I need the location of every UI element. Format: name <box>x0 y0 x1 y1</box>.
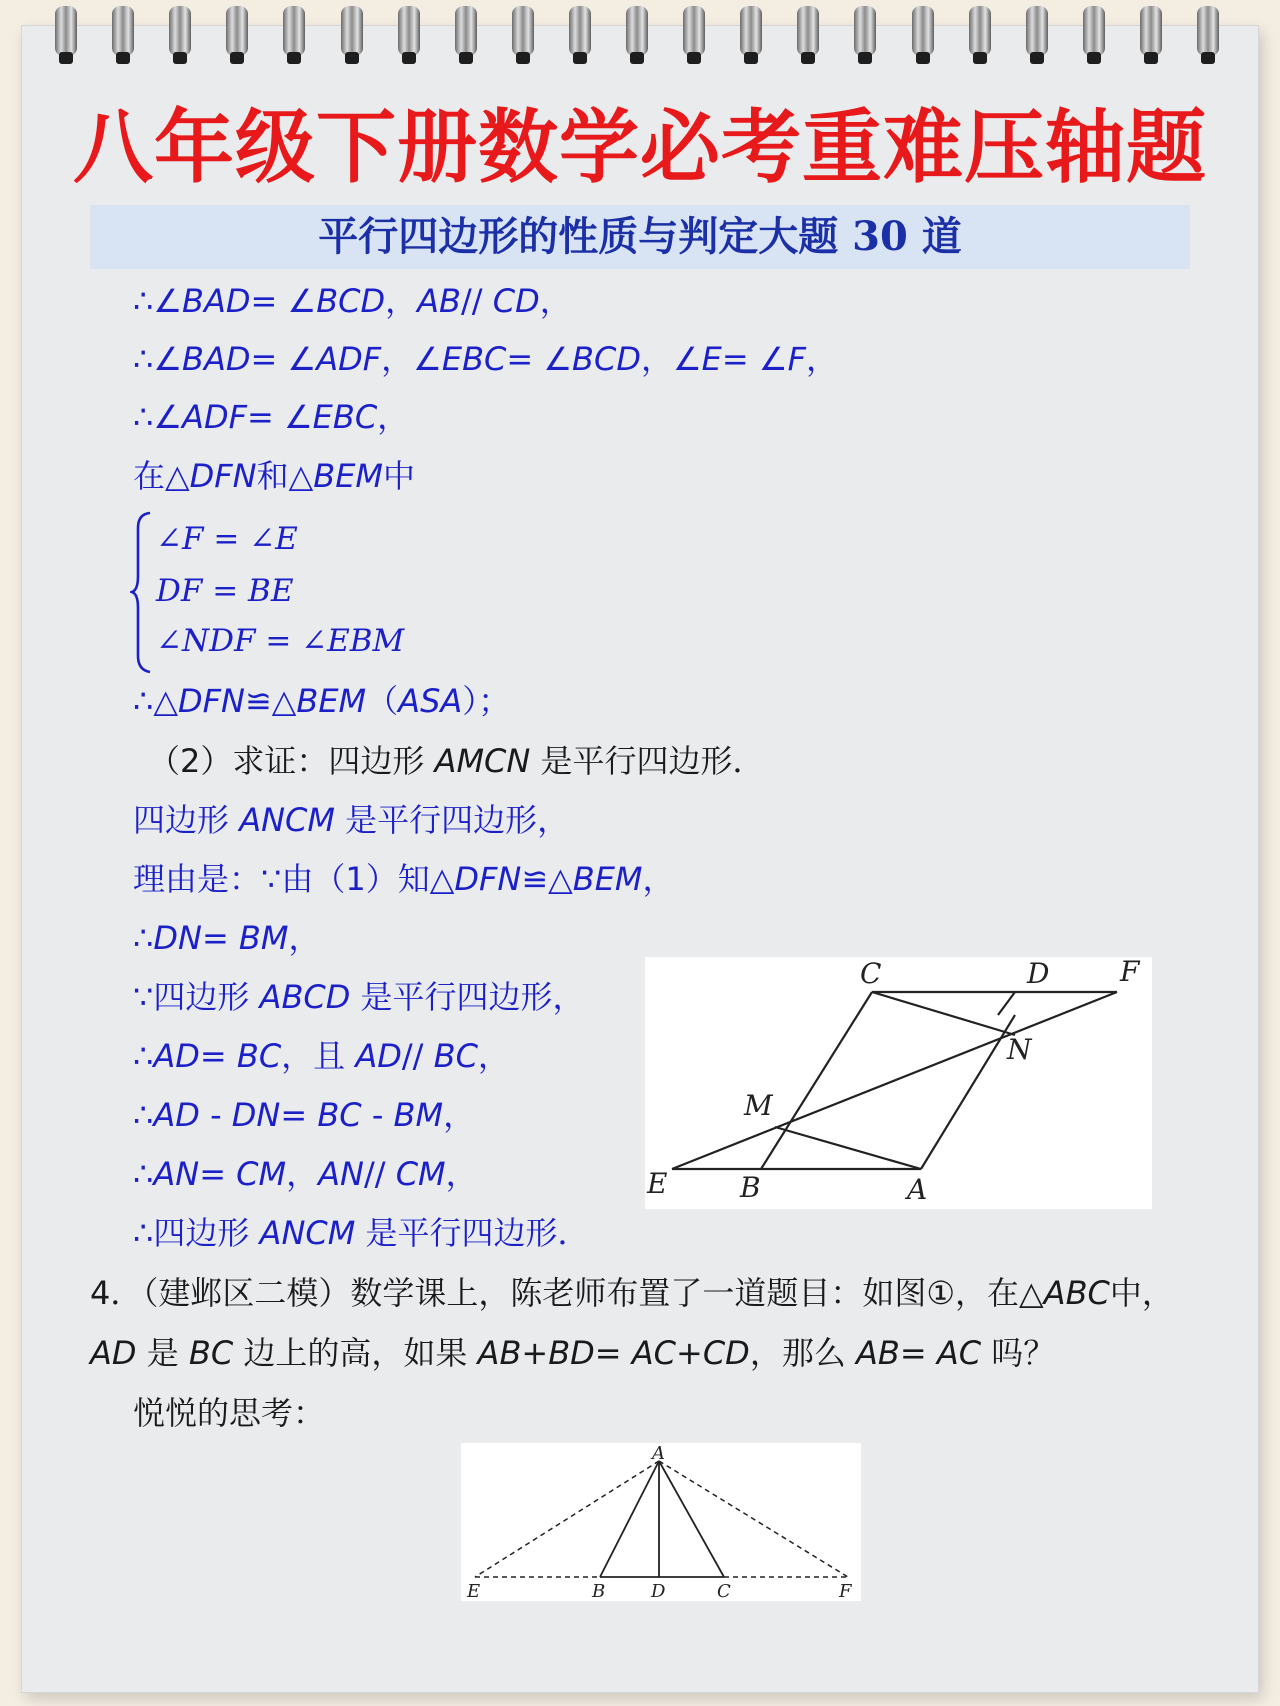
text-segment: EBC <box>312 398 378 436</box>
text-segment: BAD <box>182 340 251 378</box>
text-segment: ABC <box>1043 1274 1110 1312</box>
text-segment: 四边形 <box>133 801 240 839</box>
text-segment: 中 <box>383 457 416 495</box>
text-segment: 理由是：∵由（1）知△ <box>133 860 455 898</box>
text-segment: E <box>701 340 722 378</box>
text-segment: 边上的高，如果 <box>233 1334 478 1372</box>
text-segment: ， <box>642 860 675 898</box>
text-segment: BCD <box>316 282 386 320</box>
text-segment: // <box>363 1155 396 1193</box>
text-segment: AD <box>153 1096 200 1134</box>
text-segment: // <box>461 282 493 320</box>
text-segment: // <box>401 1037 434 1075</box>
text-line <box>133 397 409 437</box>
binding-ring <box>169 6 191 62</box>
text-segment: ）； <box>462 682 511 720</box>
text-segment: ASA <box>398 682 463 720</box>
text-segment: ∴∠ <box>133 340 183 378</box>
point-label-E: E <box>467 1581 481 1601</box>
text-line <box>133 800 569 840</box>
parallelogram-diagram <box>645 957 1152 1209</box>
text-segment: AC <box>936 1334 982 1372</box>
text-segment: 和△ <box>256 457 314 495</box>
binding-ring <box>112 6 134 62</box>
text-segment: CM <box>395 1155 446 1193</box>
text-segment: AN <box>153 1155 200 1193</box>
text-line <box>133 1036 510 1076</box>
text-line <box>133 859 675 899</box>
binding-ring <box>969 6 991 62</box>
text-segment: = <box>201 919 239 957</box>
text-segment: ，∠ <box>640 340 702 378</box>
text-segment: CD <box>702 1334 750 1372</box>
text-segment: BC <box>236 1037 282 1075</box>
text-segment: ， <box>385 282 418 320</box>
text-segment: = <box>199 1037 237 1075</box>
text-line <box>133 1095 475 1135</box>
binding-ring <box>740 6 762 62</box>
text-segment: = ∠ <box>250 340 317 378</box>
point-label-C: C <box>717 1581 731 1601</box>
text-segment: = <box>199 1155 237 1193</box>
text-line <box>133 681 510 721</box>
binding-ring <box>1140 6 1162 62</box>
text-line <box>133 339 838 379</box>
text-segment: = ∠ <box>721 340 788 378</box>
left-brace <box>130 510 154 675</box>
text-segment: + <box>521 1334 549 1372</box>
binding-ring <box>455 6 477 62</box>
text-line <box>90 1273 1174 1313</box>
page-title: 八年级下册数学必考重难压轴题 <box>73 101 1207 194</box>
text-segment: AC <box>631 1334 677 1372</box>
point-label-C: C <box>860 957 882 990</box>
text-segment: ，∠ <box>381 340 442 378</box>
text-segment: ，那么 <box>749 1334 856 1372</box>
text-segment: EBC <box>441 340 507 378</box>
point-label-B: B <box>592 1581 606 1601</box>
text-line <box>133 1393 325 1433</box>
text-segment: 中， <box>1109 1274 1174 1312</box>
text-segment: AB <box>477 1334 522 1372</box>
text-segment: DFN <box>189 457 257 495</box>
text-segment: ， <box>288 919 321 957</box>
text-line <box>133 281 572 321</box>
text-segment: ∴四边形 <box>133 1214 260 1252</box>
text-segment: = <box>594 1334 632 1372</box>
text-segment: = ∠ <box>246 398 313 436</box>
binding-ring <box>626 6 648 62</box>
binding-ring <box>283 6 305 62</box>
equation-system <box>130 510 430 675</box>
binding-ring <box>683 6 705 62</box>
text-segment: ， <box>539 282 572 320</box>
text-segment: BEM <box>572 860 643 898</box>
text-segment: ADF <box>182 398 247 436</box>
text-segment: ∵四边形 <box>133 978 260 1016</box>
binding-ring <box>55 6 77 62</box>
text-line <box>133 456 415 496</box>
page-subtitle: 平行四边形的性质与判定大题 30 道 <box>318 213 962 260</box>
text-segment: BAD <box>182 282 251 320</box>
text-segment: - <box>199 1096 232 1134</box>
text-segment: ∴ <box>133 919 154 957</box>
text-segment: AN <box>318 1155 364 1193</box>
binding-ring <box>1083 6 1105 62</box>
point-label-M: M <box>744 1089 773 1122</box>
point-label-A: A <box>907 1173 928 1206</box>
point-label-D: D <box>651 1581 666 1601</box>
text-segment: 悦悦的思考： <box>133 1394 326 1432</box>
text-segment: AB <box>856 1334 900 1372</box>
parallelogram-figure <box>645 957 1152 1209</box>
text-line <box>90 1333 1055 1373</box>
text-segment: BEM <box>296 682 367 720</box>
text-segment: DFN <box>454 860 522 898</box>
text-segment: BM <box>393 1096 444 1134</box>
text-segment: DFN <box>177 682 245 720</box>
text-segment: CM <box>236 1155 287 1193</box>
text-line <box>133 977 585 1017</box>
text-segment: ∴∠ <box>133 282 183 320</box>
text-segment: CD <box>492 282 540 320</box>
binding-ring <box>1197 6 1219 62</box>
text-segment: ， <box>443 1096 476 1134</box>
text-segment: AD <box>355 1037 402 1075</box>
text-line <box>148 741 765 781</box>
binding-ring <box>226 6 248 62</box>
text-line <box>133 1213 590 1253</box>
text-segment: 是平行四边形． <box>355 1214 590 1252</box>
point-label-F: F <box>839 1581 852 1601</box>
system-row: DF = BE <box>156 573 294 609</box>
triangle-figure <box>461 1443 861 1601</box>
text-segment: 吗？ <box>981 1334 1056 1372</box>
text-segment: BD <box>548 1334 595 1372</box>
point-label-F: F <box>1120 957 1140 988</box>
point-label-E: E <box>647 1167 668 1200</box>
point-label-D: D <box>1027 957 1050 990</box>
text-segment: （2）求证：四边形 <box>148 742 435 780</box>
text-segment: = <box>899 1334 937 1372</box>
text-segment: ANCM <box>259 1214 356 1252</box>
text-segment: ≌△ <box>244 682 297 720</box>
point-label-B: B <box>740 1171 761 1204</box>
text-segment: ， <box>445 1155 478 1193</box>
text-segment: 是平行四边形． <box>530 742 765 780</box>
text-segment: BM <box>238 919 289 957</box>
text-segment: ，且 <box>281 1037 356 1075</box>
text-line <box>133 1154 478 1194</box>
text-segment: BC <box>188 1334 234 1372</box>
text-segment: DN <box>153 919 202 957</box>
point-label-N: N <box>1007 1033 1032 1066</box>
text-segment: AB <box>417 282 461 320</box>
binding-ring <box>1026 6 1048 62</box>
text-segment: 是 <box>136 1334 189 1372</box>
text-segment: ∴ <box>133 1155 154 1193</box>
text-segment: ADF <box>316 340 382 378</box>
text-segment: ∴∠ <box>133 398 183 436</box>
binding-ring <box>797 6 819 62</box>
text-segment: 是平行四边形， <box>334 801 570 839</box>
text-segment: BCD <box>572 340 641 378</box>
triangle-diagram <box>461 1443 861 1601</box>
text-segment: （ <box>366 682 399 720</box>
text-segment: BEM <box>313 457 384 495</box>
binding-ring <box>854 6 876 62</box>
text-segment: 在△ <box>133 457 190 495</box>
binding-ring <box>569 6 591 62</box>
text-segment: ABCD <box>259 978 351 1016</box>
text-segment: AD <box>153 1037 200 1075</box>
text-segment: F <box>787 340 806 378</box>
text-segment: ANCM <box>239 801 335 839</box>
text-segment: BC <box>433 1037 478 1075</box>
point-label-A: A <box>652 1443 665 1464</box>
text-segment: BC <box>317 1096 362 1134</box>
text-segment: - <box>361 1096 394 1134</box>
text-segment: 4．（建邺区二模）数学课上，陈老师布置了一道题目：如图①，在△ <box>90 1274 1044 1312</box>
text-segment: ， <box>477 1037 510 1075</box>
text-segment: = <box>280 1096 318 1134</box>
text-segment: AD <box>90 1334 137 1372</box>
text-segment: ≌△ <box>521 860 573 898</box>
text-segment: ∴ <box>133 1037 154 1075</box>
text-segment: DN <box>231 1096 281 1134</box>
text-segment: ∴△ <box>133 682 178 720</box>
text-segment: ， <box>286 1155 319 1193</box>
text-line <box>133 918 321 958</box>
system-row: ∠NDF = ∠EBM <box>156 623 405 659</box>
text-segment: ∴ <box>133 1096 154 1134</box>
system-row: ∠F = ∠E <box>156 521 298 557</box>
binding-ring <box>398 6 420 62</box>
text-segment: ， <box>377 398 410 436</box>
text-segment: = ∠ <box>250 282 317 320</box>
text-segment: + <box>676 1334 703 1372</box>
binding-ring <box>912 6 934 62</box>
binding-ring <box>512 6 534 62</box>
text-segment: ， <box>805 340 838 378</box>
text-segment: AMCN <box>434 742 531 780</box>
text-segment: 是平行四边形， <box>350 978 585 1016</box>
binding-ring <box>341 6 363 62</box>
text-segment: = ∠ <box>506 340 573 378</box>
